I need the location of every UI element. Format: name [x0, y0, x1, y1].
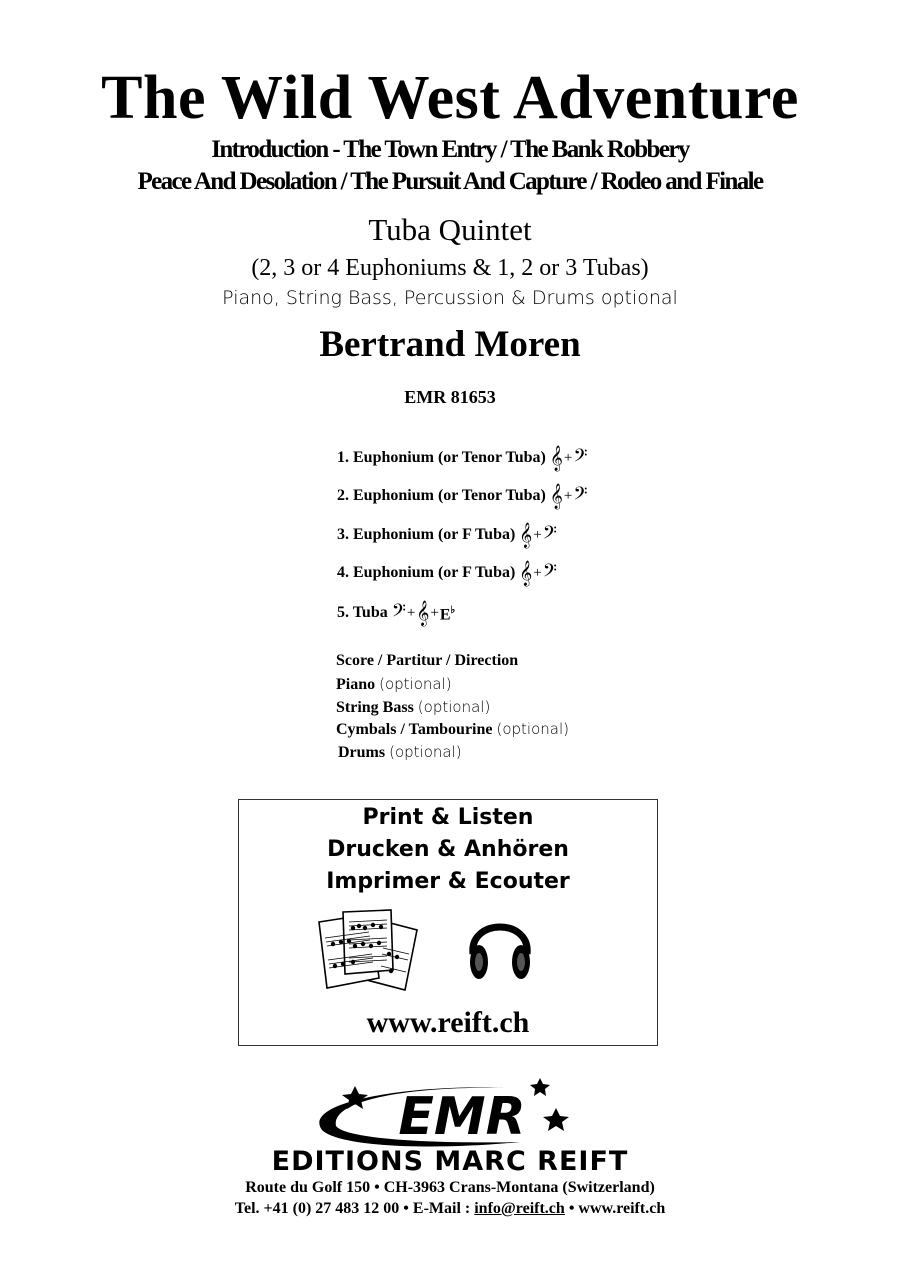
extra-note: (optional)	[417, 698, 491, 716]
extra-item	[336, 650, 518, 673]
page-title: The Wild West Adventure	[101, 64, 799, 132]
part-item	[337, 600, 455, 626]
publisher-name: EDITIONS MARC REIFT	[271, 1146, 629, 1173]
promo-line-1: Print & Listen	[362, 805, 534, 830]
part-label: 1. Euphonium (or Tenor Tuba)	[337, 449, 546, 466]
catalog-code: EMR 81653	[404, 387, 496, 407]
extra-label: Score / Partitur / Direction	[336, 652, 519, 669]
extra-item	[336, 673, 452, 697]
composer-name: Bertrand Moren	[319, 324, 581, 365]
subtitle-line-1: Introduction - The Town Entry / The Bank Robbery	[211, 136, 689, 163]
promo-line-3: Imprimer & Ecouter	[326, 869, 570, 894]
promo-line-2: Drucken & Anhören	[327, 837, 569, 862]
extra-label: Piano	[336, 676, 376, 693]
emr-logo	[0, 1078, 900, 1173]
instrumentation-optional: Piano, String Bass, Percussion & Drums optional	[222, 287, 678, 309]
instrumentation: Tuba Quintet	[368, 212, 532, 247]
treble-bass-clef-icon: 𝄞 + 𝄢	[519, 522, 557, 547]
publisher-address: Route du Golf 150 • CH-3963 Crans-Montana (Switzerland)	[245, 1179, 655, 1196]
extra-item	[336, 718, 569, 742]
promo-url[interactable]: www.reift.ch	[366, 1006, 530, 1039]
treble-bass-clef-icon: 𝄞 + 𝄢	[549, 483, 588, 508]
part-item	[337, 524, 557, 546]
extra-label: String Bass	[336, 699, 414, 716]
treble-bass-clef-icon: 𝄞 + 𝄢	[519, 560, 557, 585]
extra-item	[338, 741, 462, 765]
instrumentation-detail: (2, 3 or 4 Euphoniums & 1, 2 or 3 Tubas)	[251, 255, 649, 281]
sheet-music-icon	[313, 908, 425, 996]
extra-note: (optional)	[389, 743, 462, 761]
part-label: 4. Euphonium (or F Tuba)	[337, 564, 516, 581]
treble-bass-clef-icon: 𝄞 + 𝄢	[549, 445, 588, 470]
print-listen-box	[238, 799, 658, 1046]
extra-note: (optional)	[496, 720, 569, 738]
extra-label: Drums	[338, 744, 386, 761]
logo-text: EMR	[398, 1087, 526, 1147]
part-item	[337, 562, 557, 584]
extra-note: (optional)	[379, 675, 452, 693]
email-link[interactable]: info@reift.ch	[474, 1200, 565, 1217]
publisher-contact	[0, 1198, 900, 1220]
subtitle-line-2: Peace And Desolation / The Pursuit And Capture / Rodeo and Finale	[137, 168, 763, 195]
part-item	[337, 485, 587, 507]
part-label: 2. Euphonium (or Tenor Tuba)	[337, 487, 546, 504]
part-label: 5. Tuba	[337, 604, 388, 622]
extra-item	[336, 696, 490, 720]
bass-treble-eb-clef-icon: 𝄢 + 𝄞 + E♭	[391, 600, 456, 626]
part-label: 3. Euphonium (or F Tuba)	[337, 526, 516, 543]
contact-tel: Tel. +41 (0) 27 483 12 00 • E-Mail :	[234, 1200, 475, 1217]
contact-web[interactable]: • www.reift.ch	[564, 1200, 666, 1217]
part-item	[337, 447, 587, 469]
headphones-icon	[465, 908, 535, 988]
extra-label: Cymbals / Tambourine	[336, 721, 493, 738]
